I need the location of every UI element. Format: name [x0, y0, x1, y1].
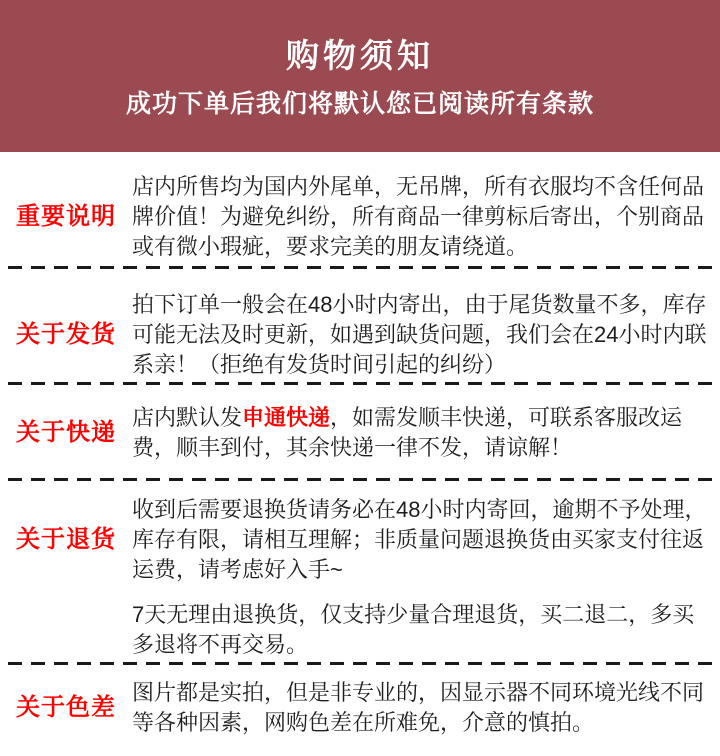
- paragraph: 7天无理由退换货，仅支持少量合理退货，买二退二，多买多退将不再交易。: [132, 602, 695, 657]
- dashed-divider: [8, 382, 713, 385]
- section-label-returns: 关于退货: [16, 525, 116, 553]
- dashed-divider: [8, 266, 713, 269]
- dashed-divider: [8, 478, 713, 481]
- notice-body: [0, 172, 720, 738]
- section-returns-continued: [0, 600, 720, 660]
- section-color-difference: [0, 678, 720, 738]
- section-label-shipping: 关于发货: [16, 320, 116, 348]
- section-shipping: [0, 290, 720, 380]
- section-text-returns: [132, 495, 720, 585]
- section-important-note: [0, 172, 720, 262]
- section-text-shipping: [132, 290, 720, 380]
- notice-header: [0, 0, 720, 152]
- paragraph: 店内所售均为国内外尾单，无吊牌，所有衣服均不含任何品牌价值！为避免纠纷，所有商品一律剪标后寄出，个别商品或有微小瑕疵，要求完美的朋友请绕道。: [132, 174, 705, 259]
- courier-text-prefix: 店内默认发: [132, 405, 243, 430]
- paragraph: 收到后需要退换货请务必在48小时内寄回，逾期不予处理，库存有限，请相互理解；非质量问题退换货由买家支付往返运费，请考虑好入手~: [132, 497, 707, 582]
- page-title: 购物须知: [286, 37, 434, 74]
- dashed-divider: [8, 662, 713, 665]
- section-label-courier: 关于快递: [16, 418, 116, 446]
- paragraph: 图片都是实拍，但是非专业的，因显示器不同环境光线不同等各种因素，网购色差在所难免，介意的慎拍。: [132, 680, 705, 735]
- section-label-color-difference: 关于色差: [16, 693, 116, 721]
- section-text-returns-continued: [132, 600, 720, 660]
- section-text-important-note: [132, 172, 720, 262]
- section-returns: [0, 495, 720, 585]
- section-text-color-difference: [132, 678, 720, 738]
- section-courier: [0, 403, 720, 463]
- page-subtitle: 成功下单后我们将默认您已阅读所有条款: [125, 89, 594, 118]
- paragraph: [132, 403, 710, 463]
- paragraph: 拍下订单一般会在48小时内寄出，由于尾货数量不多，库存可能无法及时更新，如遇到缺货问题，我们会在24小时内联系亲！（拒绝有发货时间引起的纠纷）: [132, 292, 707, 377]
- courier-highlight: 申通快递: [242, 405, 331, 430]
- section-text-courier: [132, 403, 720, 463]
- courier-text-suffix: ，如需发顺丰快递，可联系客服改运费，顺丰到付，其余快递一律不发，请谅解！: [132, 405, 683, 460]
- section-label-important-note: 重要说明: [16, 202, 116, 230]
